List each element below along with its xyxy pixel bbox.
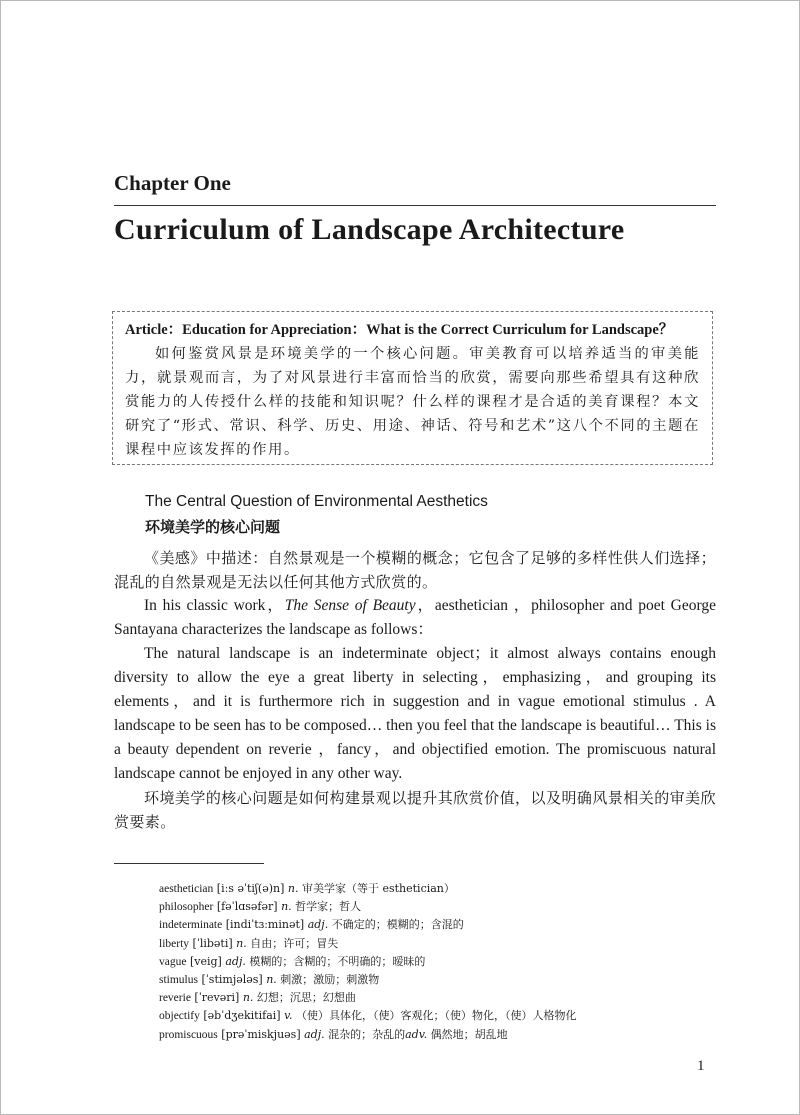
paragraph-1: 《美感》中描述：自然景观是一个模糊的概念；它包含了足够的多样性供人们选择；混乱的自然景观是无法以任何其他方式欣赏的。	[114, 549, 716, 591]
footnote-word: objectify	[159, 1010, 200, 1023]
footnote-item	[159, 989, 719, 1007]
footnote-ipa: [indiˈtɜːminət]	[225, 918, 305, 932]
footnote-definition: 审美学家（等于 esthetician）	[301, 882, 455, 895]
footnote-definition: 幻想；沉思；幻想曲	[256, 991, 356, 1005]
article-abstract: 如何鉴赏风景是环境美学的一个核心问题。审美教育可以培养适当的审美能力，就景观而言，为了对风景进行丰富而恰当的欣赏，需要向那些希望具有这种欣赏能力的人传授什么样的技能和知识呢？什么样的课程才是合适的美育课程？本文研究了“形式、常识、科学、历史、用途、神话、符号和艺术”这八个不同的主题在课程中应该发挥的作用。	[125, 346, 700, 458]
footnote-word: liberty	[159, 937, 190, 950]
footnote-pos: adj.	[304, 1027, 325, 1041]
paragraph-2-intro: In his classic work，	[144, 597, 285, 614]
footnote-word: aesthetician	[159, 883, 214, 895]
footnote-definition: 自由；许可；冒失	[250, 936, 339, 950]
footnote-ipa: [fəˈlɑsəfər]	[216, 900, 278, 914]
book-title: The Sense of Beauty	[284, 597, 416, 614]
footnote-definition: 模糊的；含糊的；不明确的；暧昧的	[249, 954, 426, 968]
footnote-ipa: [ˈrevəri]	[194, 991, 240, 1005]
footnote-pos: v.	[284, 1009, 293, 1023]
paragraph-2	[114, 594, 716, 642]
footnote-definition: 偶然地；胡乱地	[430, 1027, 508, 1041]
footnote-divider	[114, 863, 264, 864]
footnote-item	[159, 935, 719, 953]
article-summary-box	[112, 311, 713, 465]
footnote-ipa: [ˈlibəti]	[192, 936, 233, 950]
chapter-divider	[114, 205, 716, 206]
page-number: 1	[697, 1058, 705, 1074]
chapter-label: Chapter One	[114, 171, 231, 195]
footnote-item	[159, 1007, 719, 1025]
footnote-pos: n.	[287, 882, 299, 895]
footnote-ipa: [prəˈmiskjuəs]	[221, 1027, 301, 1041]
body-text	[114, 546, 716, 834]
chapter-title: Curriculum of Landscape Architecture	[114, 213, 625, 246]
footnote-definition: 哲学家；哲人	[295, 900, 362, 914]
footnote-item	[159, 898, 719, 916]
footnote-word: stimulus	[159, 974, 198, 987]
vocabulary-footnotes	[159, 880, 719, 1044]
section-title-en: The Central Question of Environmental Aesthetics	[145, 493, 488, 510]
footnote-definition: （使）具体化，（使）客观化；（使）物化，（使）人格物化	[295, 1009, 577, 1023]
footnote-item	[159, 1026, 719, 1044]
footnote-pos: adj.	[307, 918, 329, 932]
footnote-pos: n.	[236, 936, 247, 950]
footnote-word: vague	[159, 955, 187, 968]
footnote-pos: n.	[266, 973, 277, 987]
paragraph-4: 环境美学的核心问题是如何构建景观以提升其欣赏价值，以及明确风景相关的审美欣赏要素。	[114, 789, 716, 831]
footnote-item	[159, 916, 719, 934]
footnote-ipa: [iːs əˈtiʃ(ə)n]	[216, 882, 285, 895]
footnote-word: indeterminate	[159, 919, 223, 932]
footnote-definition: 混杂的；杂乱的	[328, 1027, 406, 1041]
footnote-ipa: [əbˈdʒekitifai]	[203, 1009, 281, 1023]
footnote-definition: 刺激；激励；刺激物	[280, 973, 380, 987]
footnote-item	[159, 880, 719, 898]
footnote-pos: n.	[242, 991, 254, 1005]
footnote-definition: 不确定的；模糊的；含混的	[331, 918, 464, 932]
footnote-ipa: [ˈstimjələs]	[201, 973, 263, 987]
footnote-pos: n.	[281, 900, 292, 914]
footnote-pos: adv.	[405, 1027, 428, 1041]
footnote-word: philosopher	[159, 901, 214, 914]
footnote-word: reverie	[159, 992, 191, 1005]
footnote-item	[159, 953, 719, 971]
article-heading: Article：Education for Appreciation：What is the Correct Curriculum for Landscape？	[125, 322, 674, 338]
footnote-item	[159, 971, 719, 989]
footnote-pos: adj.	[225, 954, 246, 968]
paragraph-2-rest: ，aesthetician ，philosopher and poet George Santayana characterizes the landscape as follows：	[114, 597, 717, 638]
paragraph-3-quote: The natural landscape is an indeterminate object；it almost always contains enough diversity to allow the eye a great liberty in selecting，emphasizing，and grouping its elements，and it is furthermore rich in suggestion and in vague emotional stimulus . A landscape to be seen has to be composed… then you feel that the landscape is beautiful… This is a beauty dependent on reverie ，fancy，and objectified emotion. The promiscuous natural landscape cannot be enjoyed in any other way.	[114, 645, 716, 782]
section-title-zh: 环境美学的核心问题	[145, 518, 281, 536]
footnote-word: promiscuous	[159, 1028, 218, 1041]
footnote-ipa: [veig]	[189, 954, 222, 968]
